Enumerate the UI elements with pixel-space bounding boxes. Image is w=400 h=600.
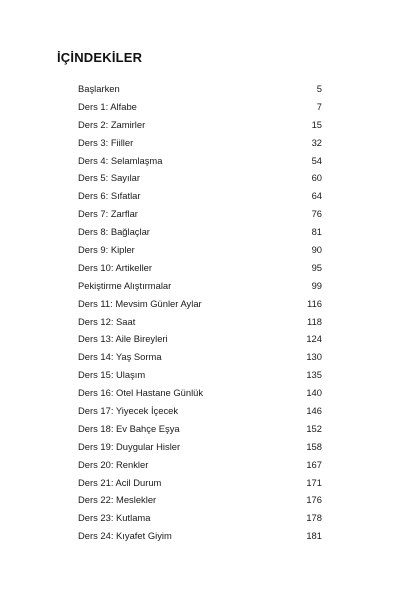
toc-entry-page-number: 81 (311, 226, 322, 238)
toc-entry-page-number: 15 (311, 118, 322, 130)
toc-entry-title: Ders 2: Zamirler (78, 118, 146, 130)
toc-entry-page-number: 7 (316, 100, 322, 112)
toc-entry (78, 223, 322, 241)
toc-entry-title: Ders 21: Acil Durum (78, 476, 162, 488)
toc-entry-title: Ders 14: Yaş Sorma (78, 351, 162, 363)
toc-entry (78, 456, 322, 474)
toc-entry-page-number: 178 (306, 512, 322, 524)
toc-entry-page-number: 118 (307, 315, 322, 327)
toc-entry (78, 187, 322, 205)
toc-entry-title: Ders 23: Kutlama (78, 512, 151, 524)
toc-entry (78, 152, 322, 170)
toc-entry-title: Ders 18: Ev Bahçe Eşya (78, 422, 180, 434)
toc-entry (78, 241, 322, 259)
toc-entry-page-number: 64 (311, 190, 322, 202)
toc-entry-title: Ders 10: Artikeller (78, 261, 152, 273)
toc-entry (78, 420, 322, 438)
toc-entry-page-number: 32 (311, 136, 322, 148)
toc-entry-page-number: 5 (316, 83, 322, 94)
toc-entry (78, 169, 322, 187)
toc-entry (78, 509, 322, 527)
toc-entry-page-number: 95 (311, 261, 322, 273)
toc-entry-page-number: 124 (306, 333, 322, 345)
toc-entry-title: Ders 9: Kipler (78, 244, 135, 256)
toc-entry-page-number: 135 (306, 369, 322, 381)
toc-entry-page-number: 152 (306, 422, 322, 434)
toc-heading: İÇİNDEKİLER (57, 50, 143, 65)
toc-entry-title: Ders 24: Kıyafet Giyim (78, 530, 172, 542)
toc-entry-title: Pekiştirme Alıştırmalar (78, 279, 172, 291)
toc-entry-page-number: 140 (306, 387, 322, 399)
toc-entry (78, 313, 322, 331)
toc-entry (78, 80, 322, 98)
toc-entry (78, 474, 322, 492)
toc-entry-title: Ders 22: Meslekler (78, 494, 157, 506)
toc-entry (78, 205, 322, 223)
toc-entry-title: Ders 16: Otel Hastane Günlük (78, 387, 204, 399)
toc-entry-page-number: 60 (311, 172, 322, 184)
toc-entry (78, 116, 322, 134)
toc-entry-title: Ders 13: Aile Bireyleri (78, 333, 168, 345)
toc-list (78, 80, 322, 545)
toc-entry-title: Ders 8: Bağlaçlar (78, 226, 150, 238)
toc-entry-page-number: 158 (306, 440, 322, 452)
toc-entry-page-number: 176 (306, 494, 322, 506)
toc-entry-page-number: 130 (306, 351, 322, 363)
toc-entry (78, 295, 322, 313)
toc-entry (78, 527, 322, 545)
toc-entry (78, 438, 322, 456)
toc-entry-page-number: 54 (311, 154, 322, 166)
toc-entry-page-number: 167 (306, 458, 322, 470)
toc-entry-title: Ders 17: Yiyecek İçecek (78, 405, 179, 417)
toc-entry (78, 330, 322, 348)
toc-entry-page-number: 116 (307, 297, 322, 309)
toc-entry-page-number: 146 (306, 405, 322, 417)
toc-entry (78, 366, 322, 384)
toc-entry-title: Ders 5: Sayılar (78, 172, 140, 184)
toc-entry-title: Ders 3: Fiiller (78, 136, 134, 148)
toc-entry (78, 402, 322, 420)
toc-entry-title: Ders 1: Alfabe (78, 100, 137, 112)
toc-entry-page-number: 99 (311, 279, 322, 291)
toc-entry-page-number: 76 (311, 208, 322, 220)
toc-entry-title: Ders 6: Sıfatlar (78, 190, 141, 202)
toc-entry-page-number: 90 (311, 244, 322, 256)
toc-entry (78, 134, 322, 152)
toc-entry (78, 348, 322, 366)
toc-entry-title: Ders 15: Ulaşım (78, 369, 146, 381)
toc-entry-title: Başlarken (78, 83, 120, 94)
toc-entry (78, 491, 322, 509)
toc-entry-title: Ders 20: Renkler (78, 458, 149, 470)
toc-entry-page-number: 181 (306, 530, 322, 542)
toc-entry (78, 259, 322, 277)
toc-entry-title: Ders 11: Mevsim Günler Aylar (78, 297, 202, 309)
toc-entry-title: Ders 19: Duygular Hisler (78, 440, 181, 452)
toc-entry (78, 277, 322, 295)
toc-entry-title: Ders 7: Zarflar (78, 208, 138, 220)
toc-entry-title: Ders 12: Saat (78, 315, 136, 327)
toc-entry-page-number: 171 (306, 476, 322, 488)
toc-entry (78, 384, 322, 402)
toc-entry-title: Ders 4: Selamlaşma (78, 154, 163, 166)
toc-entry (78, 98, 322, 116)
